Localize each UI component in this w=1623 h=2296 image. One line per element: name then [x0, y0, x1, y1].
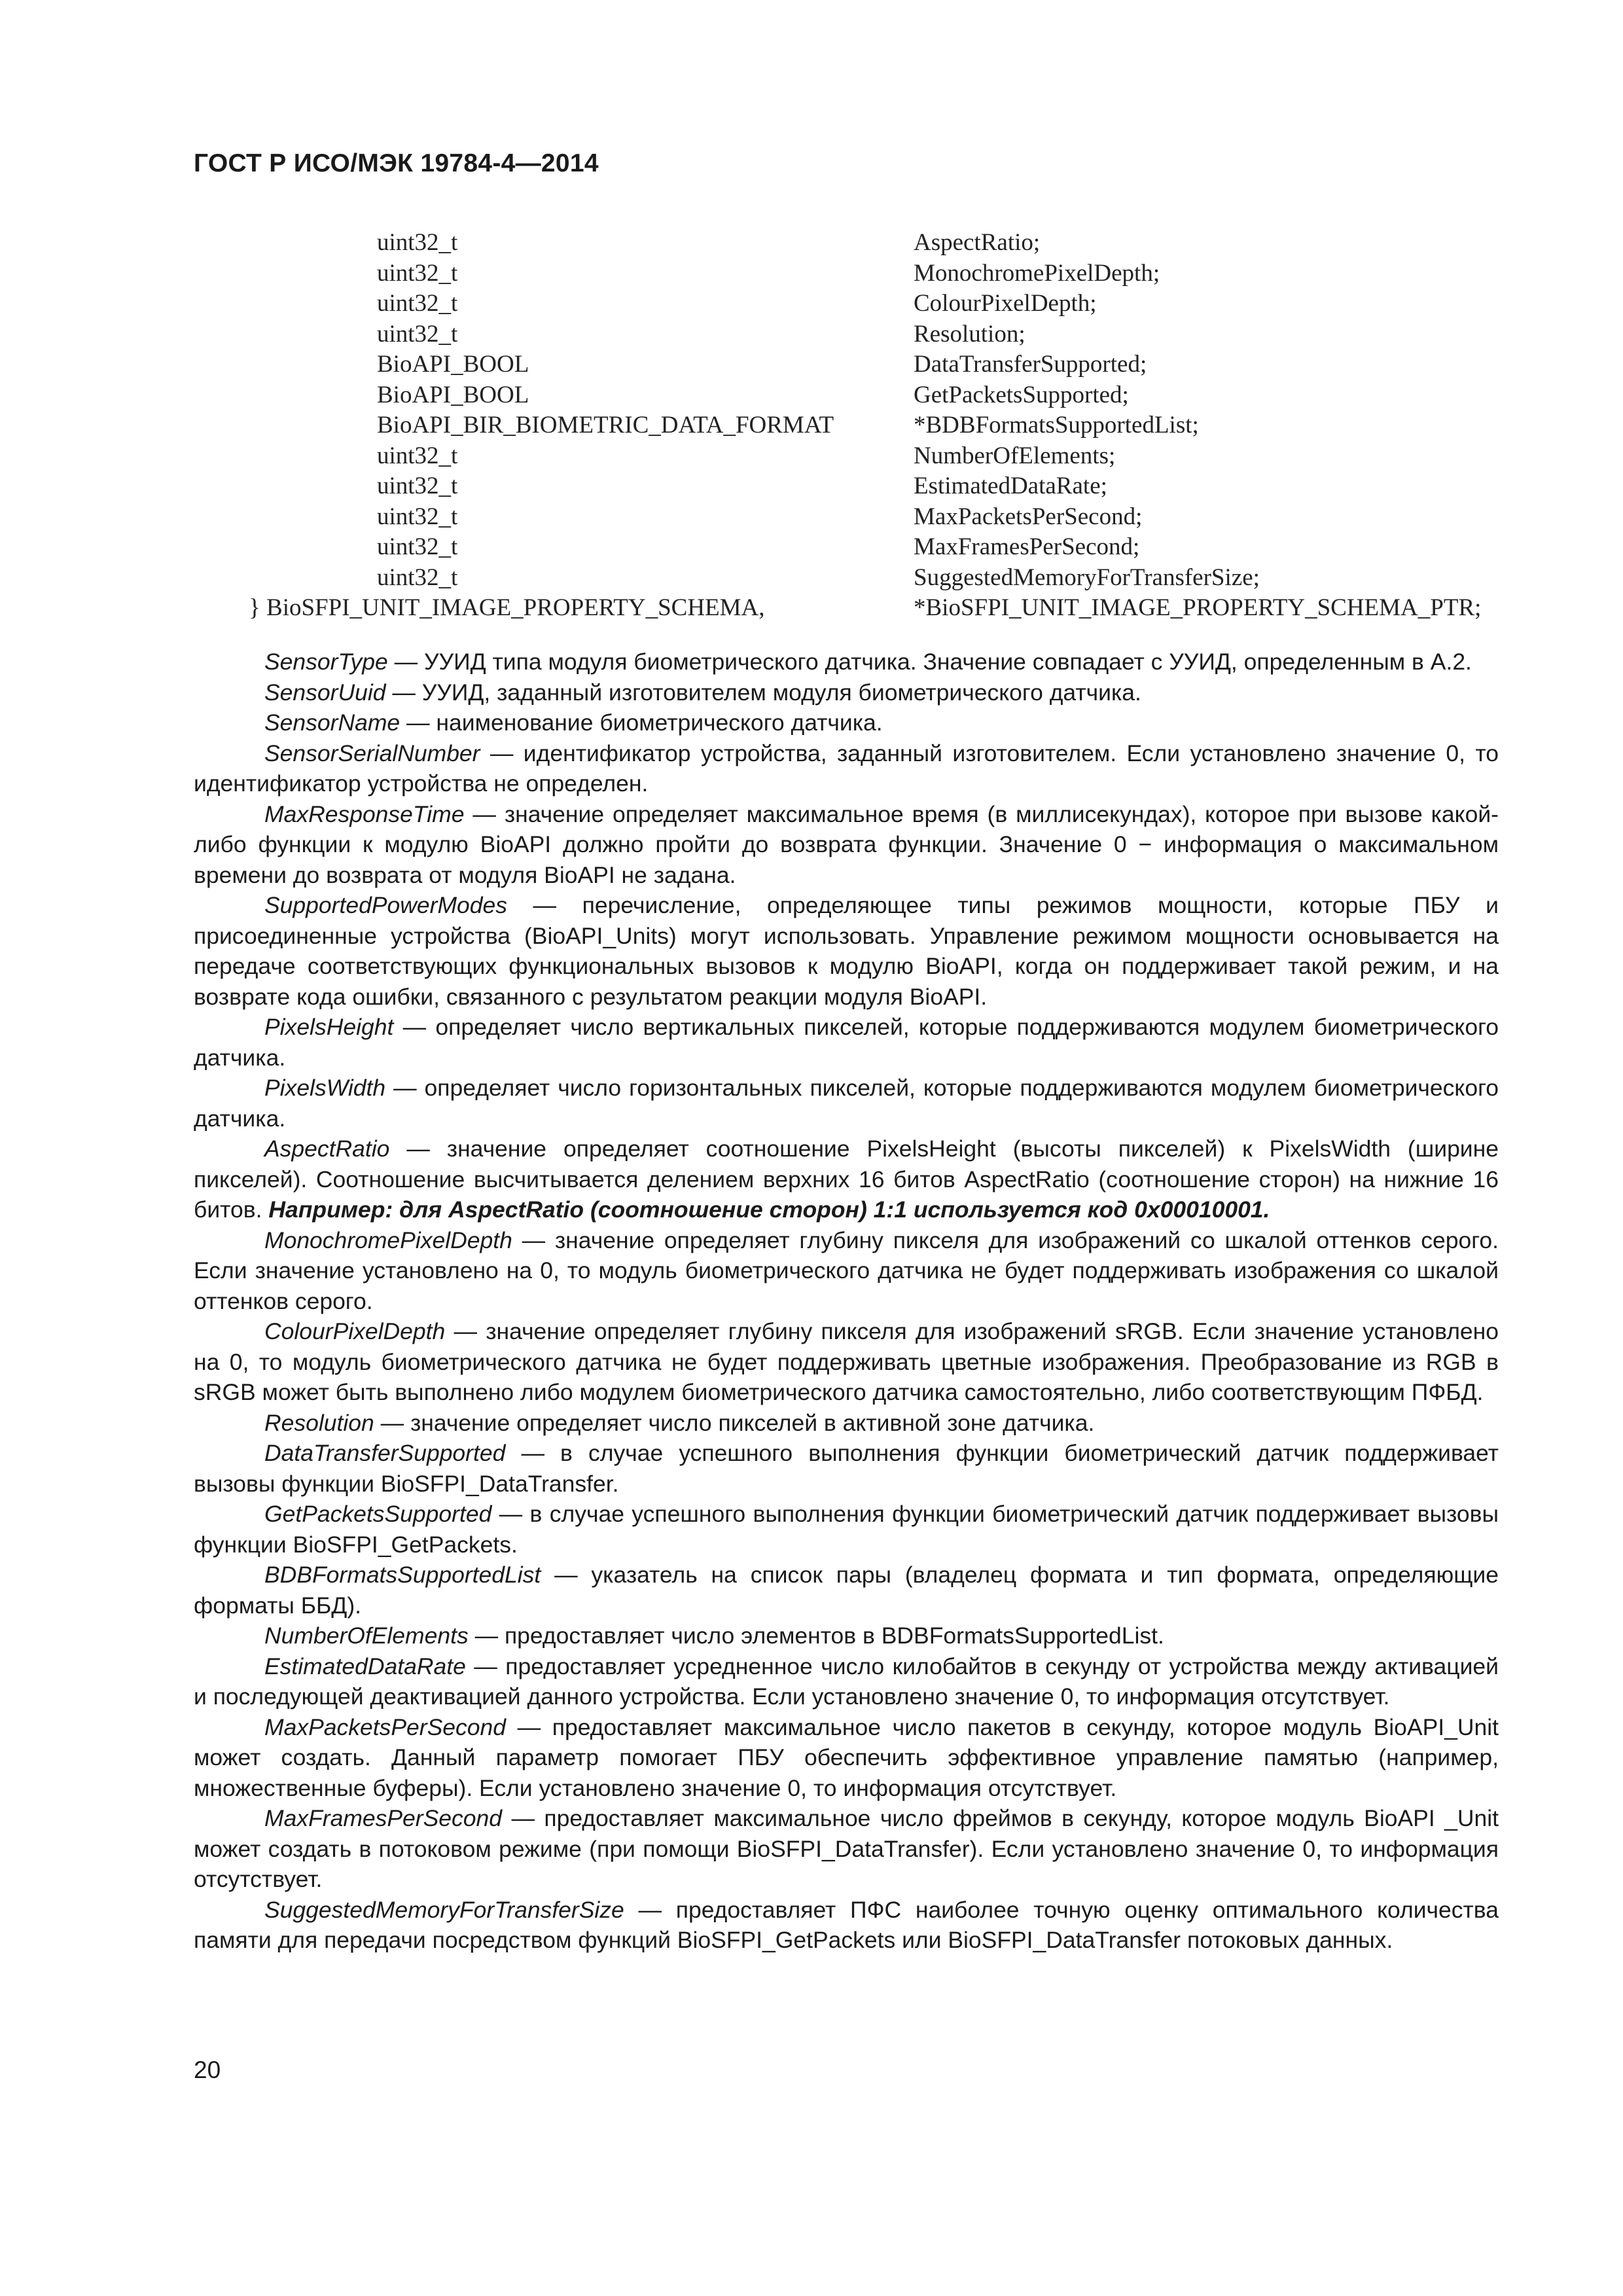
field-description-paragraph — [194, 1712, 1499, 1804]
code-type: BioAPI_BOOL — [377, 381, 529, 408]
code-type: uint32_t — [377, 320, 458, 348]
code-row — [249, 532, 1558, 563]
field-description-paragraph — [194, 1895, 1499, 1956]
code-type: uint32_t — [377, 564, 458, 591]
field-description-paragraph — [194, 1073, 1499, 1134]
field-description-text: — наименование биометрического датчика. — [400, 709, 883, 736]
field-description-text: — предоставляет максимальное число пакетов в секунду, которое модуль BioAPI_Unit может создать. Данный параметр помогает ПБУ обеспечить эффективное управление памятью (например, множественные буферы). Если установлено значение 0, то информация отсутствует. — [194, 1713, 1499, 1801]
field-description-text: — определяет число вертикальных пикселей, которые поддерживаются модулем биометрического датчика. — [194, 1014, 1499, 1071]
field-description-paragraph — [194, 1499, 1499, 1560]
field-description-paragraph — [194, 1225, 1499, 1317]
code-type: uint32_t — [377, 290, 458, 317]
document-header: ГОСТ Р ИСО/МЭК 19784-4—2014 — [194, 149, 599, 177]
field-description-paragraph — [194, 890, 1499, 1012]
field-description-text: — предоставляет усредненное число килобайтов в секунду от устройства между активацией и последующей деактивацией данного устройства. Если установлено значение 0, то информация отсутствует. — [194, 1653, 1499, 1710]
code-row — [249, 441, 1558, 472]
field-description-paragraph — [194, 1438, 1499, 1499]
field-term: SensorName — [264, 709, 401, 736]
code-field-name: MaxFramesPerSecond; — [914, 533, 1140, 560]
code-field-name: MonochromePixelDepth; — [914, 259, 1160, 287]
field-description-paragraph — [194, 799, 1499, 891]
code-field-name: EstimatedDataRate; — [914, 473, 1107, 499]
code-field-name: AspectRatio; — [914, 229, 1041, 256]
field-description-text: — значение определяет число пикселей в активной зоне датчика. — [374, 1409, 1095, 1436]
code-field-name: SuggestedMemoryForTransferSize; — [914, 564, 1260, 591]
field-description-paragraph — [194, 1012, 1499, 1073]
code-field-name: Resolution; — [914, 320, 1026, 348]
field-description-text: — идентификатор устройства, заданный изготовителем. Если установлено значение 0, то идентификатор устройства не определен. — [194, 740, 1499, 797]
code-field-name: DataTransferSupported; — [914, 351, 1147, 378]
field-term: SupportedPowerModes — [264, 892, 507, 918]
field-description-paragraph — [194, 647, 1499, 677]
field-term: MaxResponseTime — [264, 800, 465, 827]
code-type: uint32_t — [377, 442, 458, 469]
field-description-paragraph — [194, 708, 1499, 738]
field-description-paragraph — [194, 1134, 1499, 1225]
code-field-name: *BDBFormatsSupportedList; — [914, 412, 1199, 439]
field-descriptions — [194, 647, 1499, 1956]
code-row — [249, 471, 1558, 502]
code-field-name: NumberOfElements; — [914, 442, 1116, 469]
code-pointer-name: *BioSFPI_UNIT_IMAGE_PROPERTY_SCHEMA_PTR; — [914, 594, 1482, 621]
field-description-text: — УУИД типа модуля биометрического датчика. Значение совпадает с УУИД, определенным в А.2. — [387, 649, 1472, 675]
code-row — [249, 502, 1558, 533]
code-type: uint32_t — [377, 229, 458, 256]
field-description-text: — УУИД, заданный изготовителем модуля биометрического датчика. — [385, 679, 1141, 706]
code-row — [249, 410, 1558, 441]
code-field-name: GetPacketsSupported; — [914, 381, 1129, 408]
field-description-text: — предоставляет число элементов в BDBFormatsSupportedList. — [468, 1623, 1164, 1649]
field-description-paragraph — [194, 1621, 1499, 1651]
field-term: BDBFormatsSupportedList — [264, 1562, 541, 1588]
field-term: MaxFramesPerSecond — [264, 1805, 503, 1831]
code-listing — [249, 228, 1558, 624]
example-note: Например: для AspectRatio (соотношение сторон) 1:1 используется код 0x00010001. — [268, 1196, 1270, 1223]
field-term: EstimatedDataRate — [264, 1653, 466, 1679]
field-term: GetPacketsSupported — [264, 1501, 492, 1527]
field-description-text: — в случае успешного выполнения функции биометрический датчик поддерживает вызовы функции BioSFPI_GetPackets. — [194, 1501, 1499, 1558]
field-term: MonochromePixelDepth — [264, 1227, 512, 1253]
code-type: BioAPI_BOOL — [377, 351, 529, 378]
field-description-paragraph — [194, 1651, 1499, 1712]
field-description-paragraph — [194, 1803, 1499, 1895]
code-field-name: ColourPixelDepth; — [914, 290, 1097, 317]
field-term: SensorSerialNumber — [264, 740, 480, 766]
code-row — [249, 319, 1558, 350]
field-description-text: — указатель на список пары (владелец формата и тип формата, определяющие форматы ББД). — [194, 1562, 1499, 1619]
field-description-paragraph — [194, 738, 1499, 799]
code-struct-name: } BioSFPI_UNIT_IMAGE_PROPERTY_SCHEMA, — [249, 594, 765, 621]
field-description-text: — значение определяет соотношение PixelsHeight (высоты пикселей) к PixelsWidth (ширине пикселей). Соотношение высчитывается делением верхних 16 битов AspectRatio (соотношение сторон) на нижние 16 битов. — [194, 1136, 1499, 1223]
field-term: SensorUuid — [264, 679, 386, 706]
code-type: uint32_t — [377, 503, 458, 530]
code-row — [249, 563, 1558, 594]
field-description-text: — предоставляет ПФС наиболее точную оценку оптимального количества памяти для передачи посредством функций BioSFPI_GetPackets или BioSFPI_DataTransfer потоковых данных. — [194, 1896, 1499, 1953]
code-row — [249, 228, 1558, 259]
code-closing-row — [249, 593, 1558, 624]
field-description-text: — перечисление, определяющее типы режимов мощности, которые ПБУ и присоединенные устройства (BioAPI_Units) могут использовать. Управление режимом мощности основывается на передаче соответствующих функциональных вызовов к модулю BioAPI, когда он поддерживает такой режим, и на возврате кода ошибки, связанного с результатом реакции модуля BioAPI. — [194, 892, 1499, 1010]
field-term: ColourPixelDepth — [264, 1318, 446, 1344]
code-field-name: MaxPacketsPerSecond; — [914, 503, 1143, 530]
code-type: uint32_t — [377, 259, 458, 287]
field-term: DataTransferSupported — [264, 1440, 506, 1466]
field-description-text: — значение определяет глубину пикселя для изображений со шкалой оттенков серого. Если значение установлено на 0, то модуль биометрического датчика не будет поддерживать изображения со шкалой оттенков серого. — [194, 1227, 1499, 1314]
field-description-paragraph — [194, 677, 1499, 708]
field-description-text: — в случае успешного выполнения функции биометрический датчик поддерживает вызовы функции BioSFPI_DataTransfer. — [194, 1440, 1499, 1497]
field-description-text: — предоставляет максимальное число фреймов в секунду, которое модуль BioAPI _Unit может создать в потоковом режиме (при помощи BioSFPI_DataTransfer). Если установлено значение 0, то информация отсутствует. — [194, 1805, 1499, 1892]
field-description-paragraph — [194, 1316, 1499, 1408]
field-term: SuggestedMemoryForTransferSize — [264, 1896, 624, 1923]
field-term: PixelsHeight — [264, 1014, 394, 1040]
field-description-text: — значение определяет глубину пикселя для изображений sRGB. Если значение установлено на 0, то модуль биометрического датчика не будет поддерживать цветные изображения. Преобразование из RGB в sRGB может быть выполнено либо модулем биометрического датчика самостоятельно, либо соответствующим ПФБД. — [194, 1318, 1499, 1405]
field-description-paragraph — [194, 1408, 1499, 1439]
code-type: BioAPI_BIR_BIOMETRIC_DATA_FORMAT — [377, 412, 834, 439]
field-description-text: — значение определяет максимальное время (в миллисекундах), которое при вызове какой-либо функции к модулю BioAPI должно пройти до возврата функции. Значение 0 − информация о максимальном времени до возврата от модуля BioAPI не задана. — [194, 800, 1499, 888]
code-type: uint32_t — [377, 533, 458, 560]
field-description-paragraph — [194, 1560, 1499, 1621]
page-number: 20 — [194, 2056, 221, 2083]
field-description-text: — определяет число горизонтальных пикселей, которые поддерживаются модулем биометрического датчика. — [194, 1075, 1499, 1132]
field-term: AspectRatio — [264, 1136, 390, 1162]
field-term: SensorType — [264, 649, 388, 675]
code-row — [249, 350, 1558, 380]
code-type: uint32_t — [377, 473, 458, 499]
code-row — [249, 380, 1558, 411]
field-term: PixelsWidth — [264, 1075, 386, 1101]
code-row — [249, 289, 1558, 319]
code-row — [249, 259, 1558, 289]
field-term: Resolution — [264, 1409, 374, 1436]
field-term: NumberOfElements — [264, 1623, 469, 1649]
field-term: MaxPacketsPerSecond — [264, 1713, 506, 1740]
